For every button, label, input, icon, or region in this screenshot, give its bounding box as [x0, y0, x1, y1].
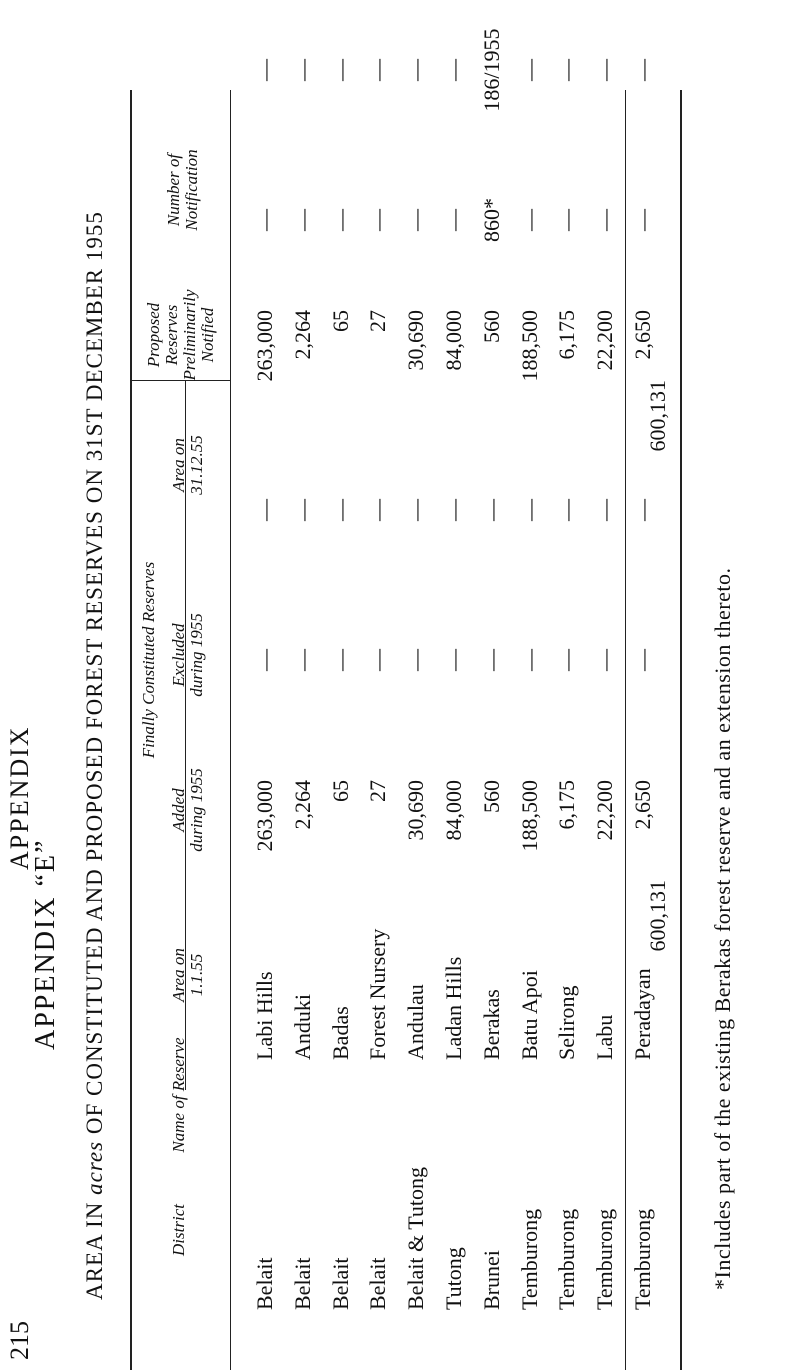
- table-row: [289, 59, 320, 1371]
- cell-area-end: 263,000: [252, 310, 277, 382]
- cell-added: —: [592, 649, 618, 671]
- cell-district: Belait: [289, 1257, 315, 1310]
- cell-name: Forest Nursery: [365, 928, 391, 1060]
- cell-name: Ladan Hills: [441, 956, 466, 1060]
- cell-name: Selirong: [554, 985, 580, 1060]
- header-name: Name of Reserve: [169, 1037, 188, 1153]
- cell-area-start: 188,500: [516, 780, 542, 852]
- table-row: [478, 28, 509, 1371]
- cell-area-start: 84,000: [441, 780, 466, 841]
- cell-excluded: —: [327, 499, 353, 521]
- header-excluded: Excluded during 1955: [169, 613, 206, 697]
- table-row: [516, 59, 547, 1371]
- cell-area-end: 30,690: [403, 310, 429, 371]
- cell-area-start: 263,000: [252, 780, 277, 852]
- rule-header-bottom: [230, 90, 231, 1370]
- rule-top: [130, 90, 132, 1370]
- cell-name: Labi Hills: [252, 971, 277, 1060]
- header-area-start: Area on 1.1.55: [169, 948, 206, 1002]
- cell-proposed: —: [327, 209, 353, 231]
- cell-proposed: —: [441, 209, 466, 231]
- cell-notification: —: [441, 59, 466, 81]
- cell-area-start: 27: [365, 780, 391, 802]
- cell-name: Peradayan: [630, 968, 655, 1060]
- cell-excluded: —: [592, 499, 618, 521]
- cell-area-end: 22,200: [592, 310, 618, 371]
- header-added: Added during 1955: [169, 768, 206, 852]
- table-row: [327, 59, 358, 1371]
- cell-area-end: 560: [478, 310, 504, 343]
- title-italic: acres: [82, 1140, 107, 1195]
- cell-notification: —: [592, 59, 618, 81]
- cell-name: Berakas: [478, 989, 504, 1060]
- cell-area-end: 65: [327, 310, 353, 332]
- cell-name: Batu Apoi: [516, 970, 542, 1060]
- cell-area-start: 2,264: [289, 780, 315, 830]
- table-row: [554, 59, 584, 1371]
- cell-notification: —: [252, 59, 277, 81]
- cell-excluded: —: [478, 499, 504, 521]
- table-row: [252, 59, 282, 1371]
- cell-district: Temburong: [630, 1208, 655, 1310]
- footnote: *Includes part of the existing Berakas forest reserve and an extension thereto.: [710, 567, 735, 1290]
- table-title: [82, 211, 108, 1300]
- cell-area-start: 2,650: [630, 780, 655, 830]
- cell-district: Temburong: [554, 1208, 580, 1310]
- cell-added: —: [327, 649, 353, 671]
- cell-proposed: —: [365, 209, 391, 231]
- cell-added: —: [554, 649, 580, 671]
- cell-proposed: —: [554, 209, 580, 231]
- cell-district: Brunei: [478, 1250, 504, 1310]
- cell-proposed: 860*: [478, 198, 504, 242]
- table-row: [630, 59, 660, 1371]
- appendix-title: APPENDIX “E”: [30, 838, 61, 1050]
- cell-name: Andulau: [403, 984, 429, 1060]
- cell-added: —: [289, 649, 315, 671]
- cell-district: Tutong: [441, 1247, 466, 1310]
- cell-excluded: —: [630, 499, 655, 521]
- cell-area-start: 65: [327, 780, 353, 802]
- cell-added: —: [441, 649, 466, 671]
- cell-proposed: —: [252, 209, 277, 231]
- running-head-text: APPENDIX: [5, 725, 34, 870]
- cell-notification: —: [630, 59, 655, 81]
- cell-notification: 186/1955: [478, 28, 504, 112]
- cell-excluded: —: [289, 499, 315, 521]
- cell-district: Temburong: [592, 1208, 618, 1310]
- cell-name: Badas: [327, 1006, 353, 1060]
- cell-area-start: 22,200: [592, 780, 618, 841]
- table-row: [592, 59, 622, 1371]
- cell-area-end: 188,500: [516, 310, 542, 382]
- header-proposed: Proposed Reserves Preliminarily Notified: [144, 289, 217, 381]
- rule-after-totals: [625, 90, 626, 1370]
- total-area-end: 600,131: [645, 380, 670, 452]
- cell-proposed: —: [630, 209, 655, 231]
- cell-area-end: 2,650: [630, 310, 655, 360]
- table-row: [403, 59, 433, 1371]
- cell-excluded: —: [252, 499, 277, 521]
- cell-added: —: [252, 649, 277, 671]
- cell-excluded: —: [441, 499, 466, 521]
- title-prefix: AREA IN: [82, 1201, 107, 1300]
- cell-area-start: 560: [478, 780, 504, 813]
- cell-notification: —: [516, 59, 542, 81]
- cell-added: —: [516, 649, 542, 671]
- cell-excluded: —: [403, 499, 429, 521]
- cell-proposed: —: [516, 209, 542, 231]
- cell-district: Temburong: [516, 1208, 542, 1310]
- title-rest: OF CONSTITUTED AND PROPOSED FOREST RESERVES ON 31ST DECEMBER 1955: [82, 211, 107, 1135]
- cell-excluded: —: [554, 499, 580, 521]
- cell-area-end: 27: [365, 310, 391, 332]
- total-area-start: 600,131: [645, 880, 670, 952]
- table-row: [365, 59, 395, 1371]
- header-area-end: Area on 31.12.55: [169, 435, 206, 495]
- cell-excluded: —: [516, 499, 542, 521]
- cell-added: —: [403, 649, 429, 671]
- cell-notification: —: [327, 59, 353, 81]
- cell-district: Belait: [327, 1257, 353, 1310]
- header-notification: Number of Notification: [164, 149, 201, 231]
- rule-bottom: [680, 90, 682, 1370]
- cell-area-end: 84,000: [441, 310, 466, 371]
- header-finally-constituted: Finally Constituted Reserves: [139, 561, 158, 759]
- cell-notification: —: [289, 59, 315, 81]
- cell-proposed: —: [403, 209, 429, 231]
- cell-district: Belait: [252, 1257, 277, 1310]
- cell-area-start: 6,175: [554, 780, 580, 830]
- cell-added: —: [478, 649, 504, 671]
- cell-name: Anduki: [289, 994, 315, 1060]
- table-row: [441, 59, 471, 1371]
- cell-excluded: —: [365, 499, 391, 521]
- cell-name: Labu: [592, 1014, 618, 1060]
- cell-proposed: —: [289, 209, 315, 231]
- cell-notification: —: [365, 59, 391, 81]
- cell-district: Belait & Tutong: [403, 1166, 429, 1310]
- cell-notification: —: [403, 59, 429, 81]
- cell-area-start: 30,690: [403, 780, 429, 841]
- cell-district: Belait: [365, 1257, 391, 1310]
- cell-added: —: [365, 649, 391, 671]
- cell-proposed: —: [592, 209, 618, 231]
- cell-notification: —: [554, 59, 580, 81]
- cell-area-end: 2,264: [289, 310, 315, 360]
- page-number: 215: [5, 1321, 34, 1360]
- cell-area-end: 6,175: [554, 310, 580, 360]
- header-district: District: [169, 1204, 188, 1256]
- cell-added: —: [630, 649, 655, 671]
